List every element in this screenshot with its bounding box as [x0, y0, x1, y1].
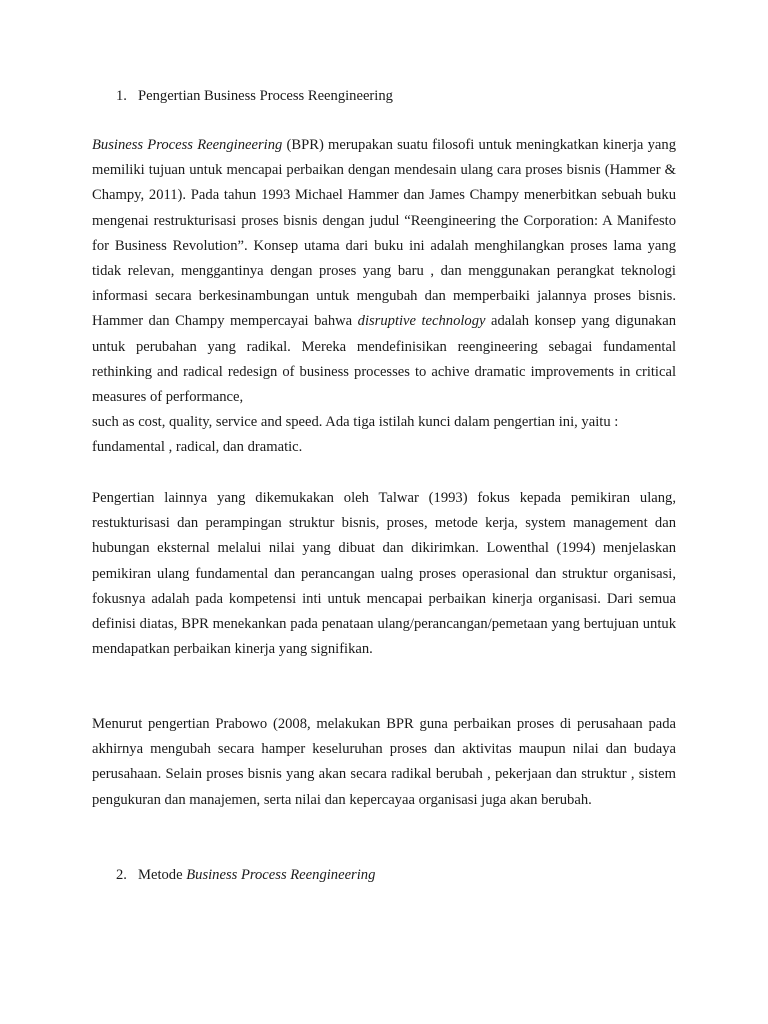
paragraph-2: Pengertian lainnya yang dikemukakan oleh Talwar (1993) fokus kepada pemikiran ulang, restukturisasi dan perampingan struktur bisnis, proses, metode kerja, system management dan hubungan eksternal melalui nilai yang dibuat dan dikirimkan. Lowenthal (1994) menjelaskan pemikiran ulang fundamental dan perancangan ualng proses operasional dan struktur organisasi, fokusnya adalah pada kompetensi inti untuk mencapai perbaikan kinerja organisasi. Dari semua definisi diatas, BPR menekankan pada penataan ulang/perancangan/pemetaan yang bertujuan untuk mendapatkan perbaikan kinerja yang signifikan.	[92, 490, 676, 658]
paragraph-1	[92, 133, 676, 461]
section-2-title-plain: Metode	[138, 867, 187, 883]
paragraph-1-line-c: such as cost, quality, service and speed. Ada tiga istilah kunci dalam pengertian ini, yaitu :	[92, 414, 619, 431]
paragraph-1-line-d: fundamental , radical, dan dramatic.	[92, 439, 303, 456]
section-1-number: 1.	[116, 88, 127, 104]
paragraph-1-italic-term: Business Process Reengineering	[92, 137, 283, 153]
paragraph-3: Menurut pengertian Prabowo (2008, melakukan BPR guna perbaikan proses di perusahaan pada akhirnya mengubah secara hamper keseluruhan proses dan aktivitas maupun nilai dan budaya perusahaan. Selain proses bisnis yang akan secara radikal berubah , pekerjaan dan struktur , sistem pengukuran dan manajemen, serta nilai dan kepercayaa organisasi juga akan berubah.	[92, 716, 676, 808]
section-1-heading	[116, 88, 393, 105]
section-2-number: 2.	[116, 867, 127, 883]
section-1-title: Pengertian Business Process Reengineering	[138, 88, 393, 104]
section-2-heading	[116, 867, 375, 884]
paragraph-1-italic-disruptive: disruptive technology	[357, 313, 486, 330]
paragraph-1-text-b: adalah konsep yang digunakan untuk perubahan yang radikal. Mereka mendefinisikan reengineering sebagai fundamental rethinking and radical redesign of business processes to achive dramatic improvements in critical measures of performance,	[92, 313, 676, 406]
section-2-title-italic: Business Process Reengineering	[186, 867, 376, 883]
paragraph-1-text-a: (BPR) merupakan suatu filosofi untuk meningkatkan kinerja yang memiliki tujuan untuk mencapai perbaikan dengan mendesain ulang cara proses bisnis (Hammer & Champy, 2011). Pada tahun 1993 Michael Hammer dan James Champy menerbitkan sebuah buku mengenai restrukturisasi proses bisnis dengan judul “Reengineering the Corporation: A Manifesto for Business Revolution”. Konsep utama dari buku ini adalah menghilangkan proses lama yang tidak relevan, menggantinya dengan proses yang baru , dan menggunakan perangkat teknologi informasi secara berkesinambungan untuk mengubah dan memperbaiki jalannya proses bisnis. Hammer dan Champy mempercayai bahwa	[92, 137, 676, 330]
